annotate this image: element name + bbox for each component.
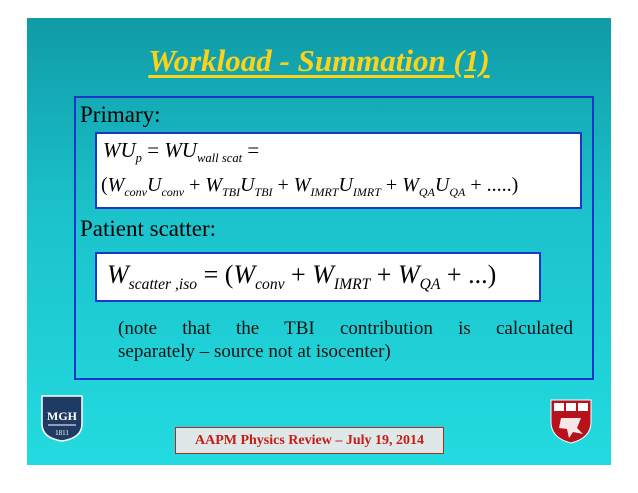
patient-scatter-label: Patient scatter:	[80, 216, 217, 241]
slide-title: Workload - Summation (1)	[148, 43, 490, 78]
primary-equation-line-1: $WU_p = WU_{wall scat}$ =	[103, 138, 260, 166]
footer-label: AAPM Physics Review – July 19, 2014	[175, 427, 444, 454]
mgh-logo-year: 1811	[55, 429, 69, 437]
primary-label: Primary:	[80, 102, 161, 127]
primary-equation-box	[95, 132, 582, 209]
harvard-shield-logo	[549, 398, 593, 449]
note-line-1: (note that the TBI contribution is calculated	[118, 318, 573, 339]
mgh-logo-text: MGH	[47, 409, 77, 423]
mgh-logo	[40, 394, 84, 447]
note-text	[118, 317, 573, 363]
scatter-equation-box	[95, 252, 541, 302]
note-line-2: separately – source not at isocenter)	[118, 341, 391, 362]
primary-equation-line-2: ($W_{conv}U_{conv} + W_{TBI}U_{TBI} + W_{IMRT}U_{IMRT} + W_{QA}U_{QA}$ + .....)	[101, 174, 519, 199]
slide	[27, 18, 611, 465]
scatter-equation: $W_{scatter ,iso} = (W_{conv} + W_{IMRT} + W_{QA}$ + ...)	[107, 260, 497, 294]
